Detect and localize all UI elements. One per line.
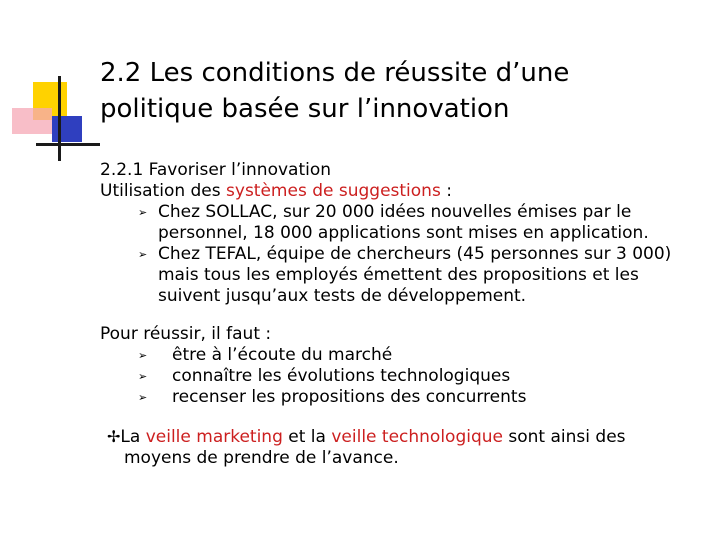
- conclusion-line-2: moyens de prendre de l’avance.: [124, 448, 399, 468]
- intro-suffix: :: [440, 181, 452, 201]
- logo-pink-square: [12, 108, 52, 134]
- bullet-line: mais tous les employés émettent des propositions et les: [158, 265, 639, 285]
- arrow-bullet-icon: ➢: [138, 370, 148, 383]
- title-line-2: politique basée sur l’innovation: [100, 94, 510, 124]
- conclusion-part1: La: [120, 427, 146, 447]
- success-item: être à l’écoute du marché: [172, 345, 393, 365]
- conclusion-line-1: [107, 426, 710, 448]
- title-line-1: 2.2 Les conditions de réussite d’une: [100, 58, 570, 88]
- success-item: connaître les évolutions technologiques: [172, 366, 511, 386]
- arrow-bullet-icon: ➢: [138, 349, 148, 362]
- list-item: [100, 345, 710, 366]
- success-heading: Pour réussir, il faut :: [100, 324, 272, 344]
- section-heading: 2.2.1 Favoriser l’innovation: [100, 160, 332, 180]
- conclusion-highlight-tech: veille technologique: [331, 427, 503, 447]
- bullet-line: suivent jusqu’aux tests de développement.: [158, 286, 527, 306]
- logo-blue-square: [52, 116, 82, 142]
- conclusion-part2: et la: [282, 427, 332, 447]
- slide-title: [100, 55, 700, 127]
- conclusion-highlight-marketing: veille marketing: [145, 427, 283, 447]
- bullet-line: Chez SOLLAC, sur 20 000 idées nouvelles émises par le: [158, 202, 632, 222]
- logo-horizontal-line: [36, 143, 100, 146]
- intro-line: [100, 181, 710, 202]
- bullet-line: personnel, 18 000 applications sont mises en application.: [158, 223, 649, 243]
- intro-prefix: Utilisation des: [100, 181, 227, 201]
- wing-bullet-icon: ✢: [107, 427, 121, 446]
- slide-content: [100, 160, 710, 469]
- list-item: [100, 366, 710, 387]
- conclusion-paragraph: [100, 426, 710, 469]
- intro-highlight: systèmes de suggestions: [226, 181, 441, 201]
- list-item: [100, 202, 710, 244]
- arrow-bullet-icon: ➢: [138, 391, 148, 404]
- list-item: [100, 387, 710, 408]
- conclusion-part3: sont ainsi des: [503, 427, 626, 447]
- logo-vertical-line: [58, 76, 61, 161]
- success-item: recenser les propositions des concurrents: [172, 387, 527, 407]
- arrow-bullet-icon: ➢: [138, 206, 148, 219]
- bullet-line: Chez TEFAL, équipe de chercheurs (45 personnes sur 3 000): [158, 244, 672, 264]
- list-item: [100, 244, 710, 307]
- arrow-bullet-icon: ➢: [138, 248, 148, 261]
- decorative-logo: [0, 0, 100, 170]
